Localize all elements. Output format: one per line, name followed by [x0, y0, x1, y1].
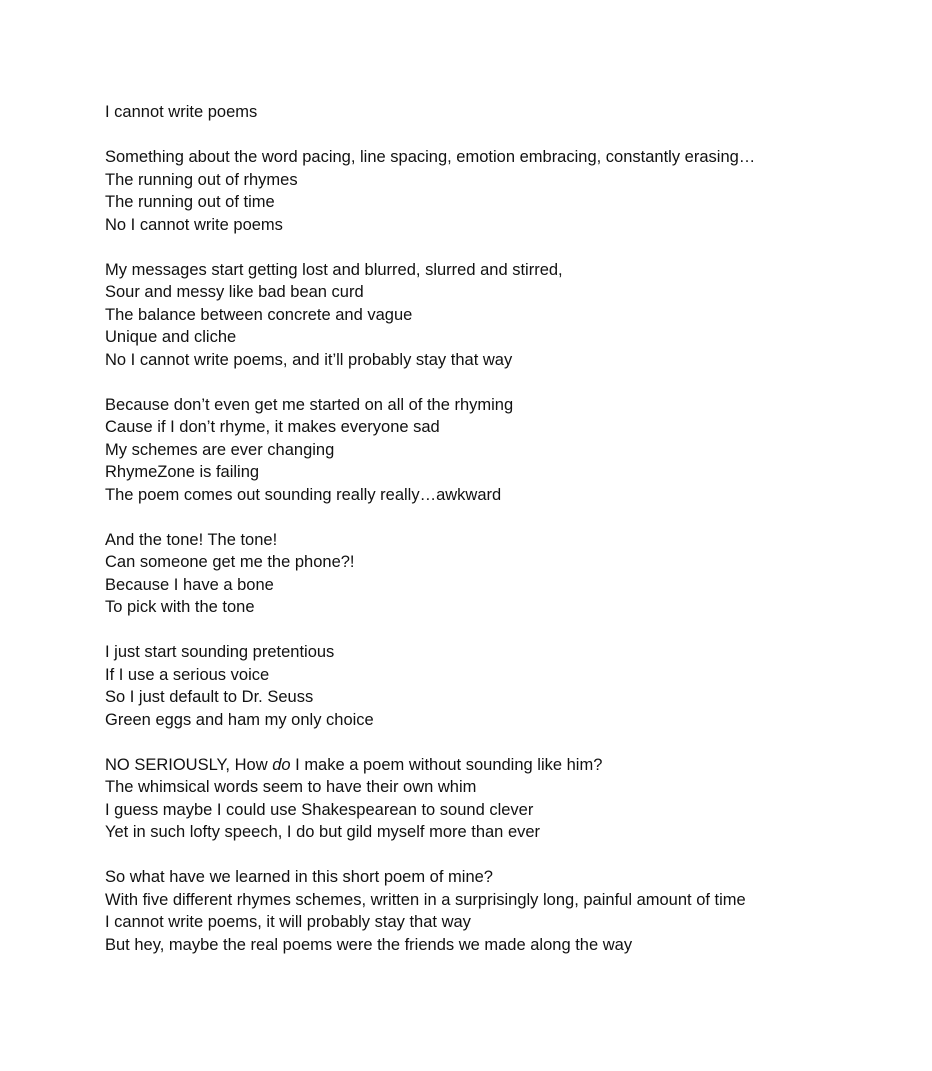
poem-line: I guess maybe I could use Shakespearean to sound clever — [105, 800, 534, 819]
poem-line: To pick with the tone — [105, 598, 255, 616]
poem-line: The poem comes out sounding really really…awkward — [105, 485, 502, 504]
stanza — [105, 641, 905, 731]
stanza — [105, 394, 905, 507]
poem-line: My schemes are ever changing — [105, 440, 335, 459]
stanza-break — [105, 236, 905, 259]
poem-line: Sour and messy like bad bean curd — [105, 283, 364, 301]
stanza — [105, 146, 905, 236]
line-text: NO SERIOUSLY, How — [105, 755, 273, 774]
poem-line: The whimsical words seem to have their own whim — [105, 778, 477, 796]
poem-line: RhymeZone is failing — [105, 463, 260, 481]
poem-line: Because I have a bone — [105, 575, 274, 594]
poem-line: So I just default to Dr. Seuss — [105, 688, 314, 706]
document-body — [105, 101, 905, 956]
poem-line: Green eggs and ham my only choice — [105, 710, 374, 729]
stanza-break — [105, 731, 905, 754]
poem-stanzas — [105, 124, 905, 957]
poem-line: So what have we learned in this short poem of mine? — [105, 868, 493, 886]
stanza — [105, 529, 905, 619]
poem-line: With five different rhymes schemes, written in a surprisingly long, painful amount of time — [105, 890, 746, 909]
poem-line: The running out of rhymes — [105, 170, 298, 189]
poem-line: The balance between concrete and vague — [105, 305, 413, 324]
poem-line: But hey, maybe the real poems were the friends we made along the way — [105, 935, 633, 954]
stanza-break — [105, 506, 905, 529]
poem-line — [105, 754, 905, 777]
poem-line: And the tone! The tone! — [105, 530, 278, 549]
poem-title: I cannot write poems — [105, 103, 258, 121]
stanza-break — [105, 371, 905, 394]
line-text: I make a poem without sounding like him? — [290, 755, 603, 774]
poem-line: I just start sounding pretentious — [105, 643, 335, 661]
stanza-break — [105, 619, 905, 642]
poem-line: No I cannot write poems — [105, 215, 283, 234]
poem-line: Yet in such lofty speech, I do but gild myself more than ever — [105, 823, 541, 841]
stanza-break — [105, 844, 905, 867]
poem-line: If I use a serious voice — [105, 665, 270, 684]
poem-line: My messages start getting lost and blurred, slurred and stirred, — [105, 260, 563, 279]
stanza — [105, 259, 905, 372]
poem-line: Because don’t even get me started on all of the rhyming — [105, 395, 514, 414]
stanza — [105, 754, 905, 844]
poem-line: Cause if I don’t rhyme, it makes everyone sad — [105, 418, 440, 436]
poem-line: I cannot write poems, it will probably stay that way — [105, 913, 471, 931]
stanza — [105, 866, 905, 956]
poem-line: The running out of time — [105, 193, 275, 211]
emphasized-word: do — [272, 755, 291, 774]
poem-line: Unique and cliche — [105, 328, 237, 346]
poem-line: No I cannot write poems, and it’ll probably stay that way — [105, 350, 513, 369]
poem-line: Can someone get me the phone?! — [105, 553, 355, 571]
stanza-break — [105, 124, 905, 147]
poem-line: Something about the word pacing, line spacing, emotion embracing, constantly erasing… — [105, 148, 756, 166]
